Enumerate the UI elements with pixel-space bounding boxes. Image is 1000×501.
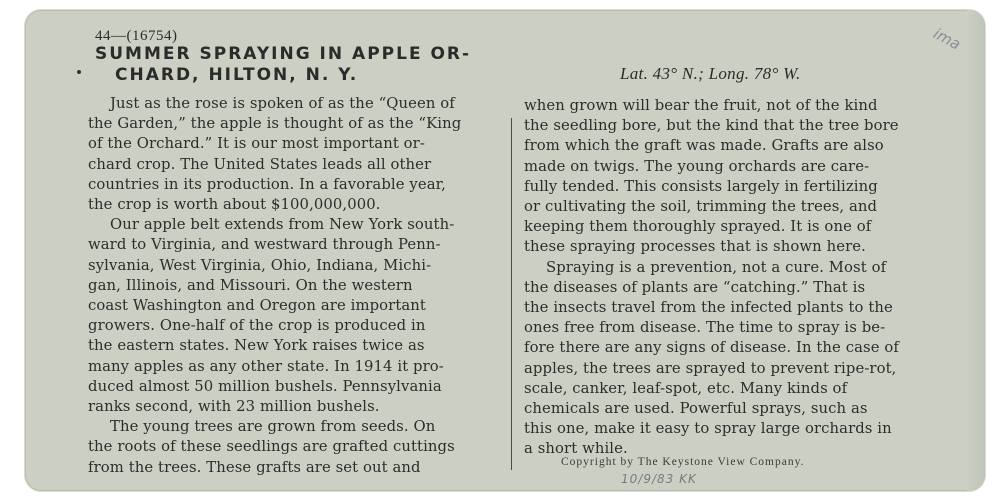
corner-handwriting: ima [930, 24, 964, 54]
text-line: Our apple belt extends from New York south- [110, 216, 455, 234]
text-line: the diseases of plants are “catching.” That is [524, 278, 866, 296]
text-line: when grown will bear the fruit, not of the kind [524, 97, 878, 114]
text-line: these spraying processes that is shown here. [524, 238, 866, 256]
stereoview-card [25, 10, 985, 491]
text-line: the eastern states. New York raises twice as [88, 337, 425, 355]
text-line: chard crop. The United States leads all other [88, 155, 432, 173]
text-line: from which the graft was made. Grafts are also [524, 137, 884, 155]
text-line: the seedling bore, but the kind that the tree bore [524, 117, 899, 135]
text-line: of the Orchard.” It is our most important or- [88, 135, 425, 153]
text-line: scale, canker, leaf-spot, etc. Many kinds of [524, 379, 848, 397]
text-line: The young trees are grown from seeds. On [110, 418, 436, 436]
text-line: countries in its production. In a favorable year, [88, 175, 446, 193]
text-line: chemicals are used. Powerful sprays, such as [524, 400, 868, 418]
card-header [95, 28, 471, 86]
text-line: from the trees. These grafts are set out and [88, 458, 421, 476]
text-line: or cultivating the soil, trimming the trees, and [524, 198, 878, 216]
text-line: coast Washington and Oregon are important [88, 297, 426, 315]
text-line: made on twigs. The young orchards are care- [524, 157, 870, 175]
text-line: Just as the rose is spoken of as the “Queen of [110, 95, 455, 112]
text-line: a short while. [524, 440, 628, 458]
text-line: keeping them thoroughly sprayed. It is one of [524, 218, 872, 236]
column-divider [511, 118, 512, 470]
card-title-line-2: CHARD, HILTON, N. Y. [115, 65, 359, 85]
right-text-column [524, 96, 944, 460]
text-line: gan, Illinois, and Missouri. On the western [88, 276, 413, 294]
card-edge-shadow [967, 10, 985, 491]
text-line: fully tended. This consists largely in fertilizing [524, 177, 878, 195]
text-line: duced almost 50 million bushels. Pennsylvania [88, 377, 442, 395]
text-line: many apples as any other state. In 1914 it pro- [88, 357, 444, 375]
penciled-note: 10/9/83 KK [621, 472, 697, 486]
text-line: sylvania, West Virginia, Ohio, Indiana, Michi- [88, 256, 432, 274]
text-line: growers. One-half of the crop is produced in [88, 317, 426, 335]
text-line: ones free from disease. The time to spray is be- [524, 319, 886, 337]
text-line: this one, make it easy to spray large orchards in [524, 420, 892, 438]
coordinates: Lat. 43° N.; Long. 78° W. [620, 64, 801, 83]
text-line: the crop is worth about $100,000,000. [88, 196, 381, 214]
text-line: fore there are any signs of disease. In the case of [524, 339, 899, 357]
card-title-line-1: SUMMER SPRAYING IN APPLE OR- [95, 44, 472, 64]
bullet-mark [77, 70, 81, 74]
text-line: ward to Virginia, and westward through Penn- [88, 236, 441, 254]
text-line: Spraying is a prevention, not a cure. Most of [546, 258, 887, 276]
text-line: the roots of these seedlings are grafted cuttings [88, 438, 455, 456]
text-line: the insects travel from the infected plants to the [524, 299, 893, 317]
card-number: 44—(16754) [95, 28, 178, 44]
text-line: ranks second, with 23 million bushels. [88, 398, 380, 416]
copyright-line: Copyright by The Keystone View Company. [561, 456, 805, 468]
text-line: apples, the trees are sprayed to prevent ripe-rot, [524, 359, 897, 377]
text-line: the Garden,” the apple is thought of as the “King [88, 115, 462, 133]
left-text-column [88, 94, 508, 478]
